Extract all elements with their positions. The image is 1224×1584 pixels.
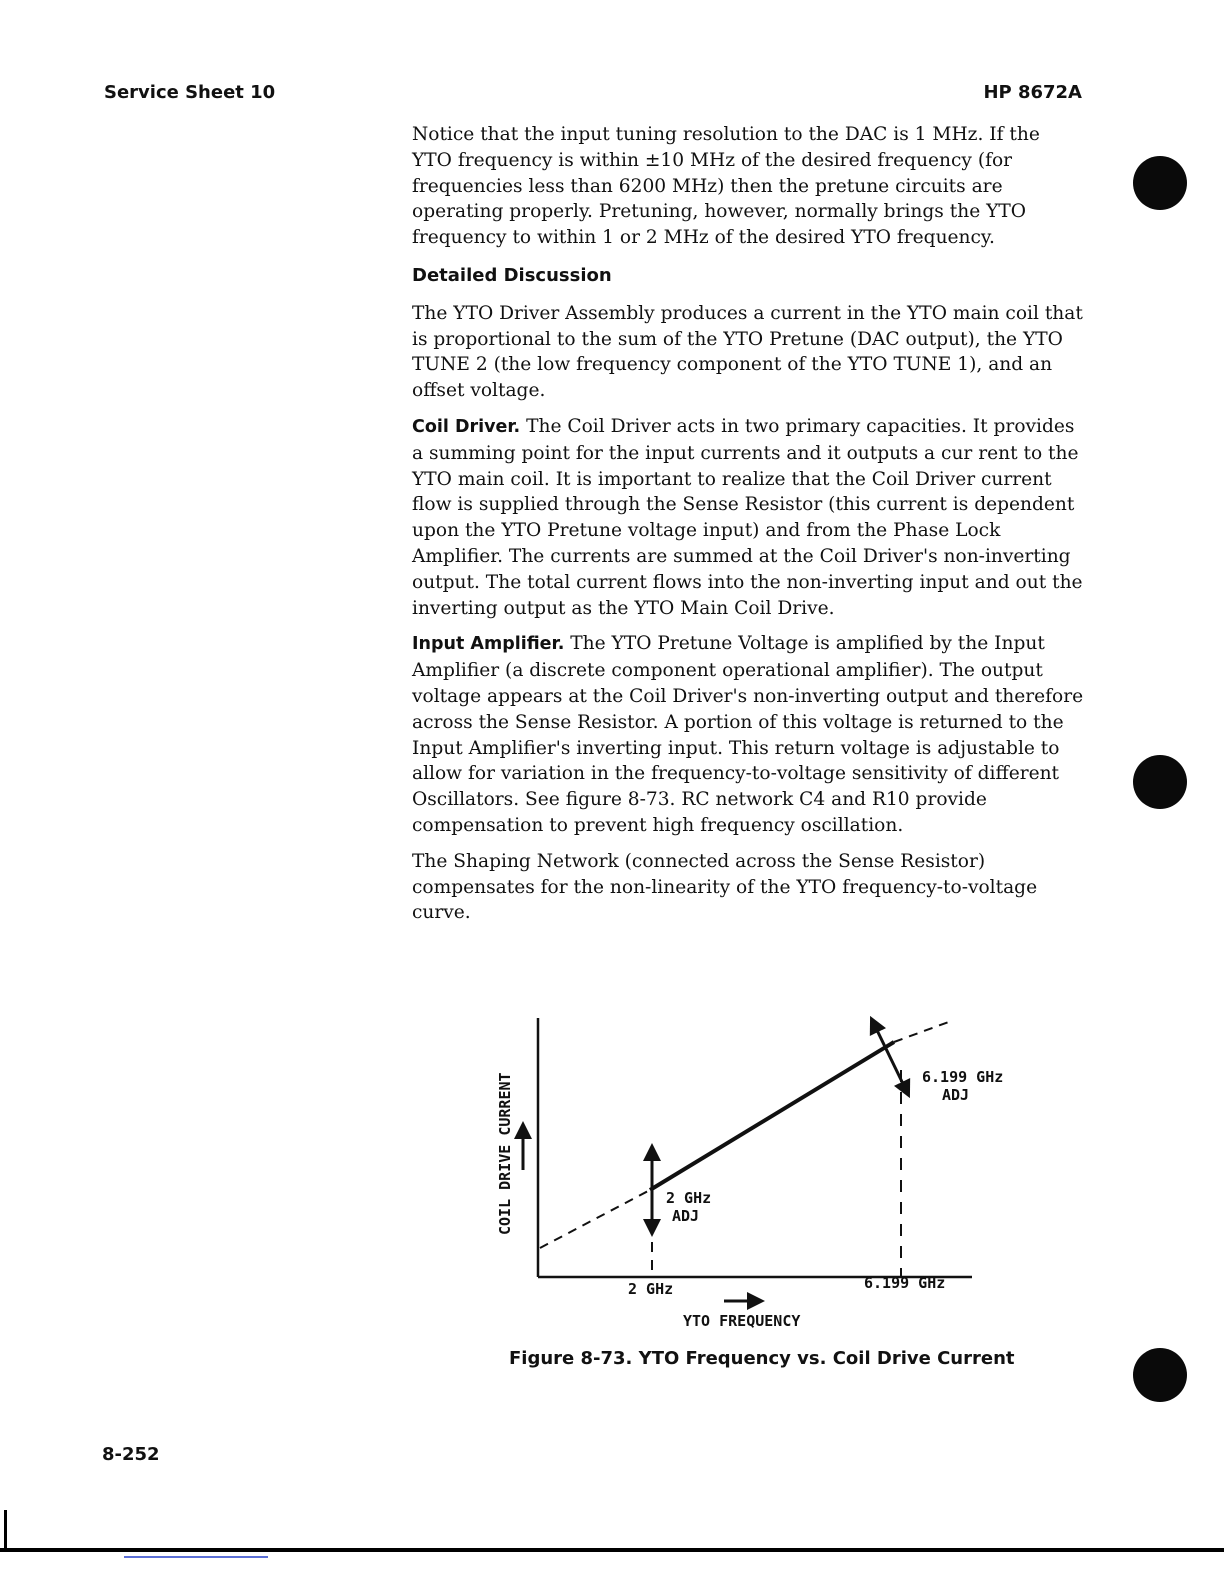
paragraph-shaping-network: The Shaping Network (connected across the Sense Resistor) compensates for the non-linearity of the YTO frequency-to-voltage curve. <box>412 850 1038 924</box>
paragraph-assembly: The YTO Driver Assembly produces a current in the YTO main coil that is proportional to the sum of the YTO Pretune (DAC output), the YTO TUNE 2 (the low frequency component of the YTO TUNE 1), and an offset voltage. <box>412 302 1083 402</box>
input-amplifier-heading: Input Amplifier. <box>412 634 565 655</box>
header-right: HP 8672A <box>983 82 1082 103</box>
header-left: Service Sheet 10 <box>104 82 276 103</box>
punch-hole-bottom <box>1133 1348 1187 1402</box>
yto-frequency-figure <box>480 1010 1040 1340</box>
section-heading: Detailed Discussion <box>412 264 612 286</box>
y-axis-label: COIL DRIVE CURRENT <box>496 1072 514 1235</box>
adj-2ghz-label-line1: 2 GHz <box>666 1189 712 1207</box>
tick-label-6199ghz: 6.199 GHz <box>864 1274 946 1292</box>
adj-6199ghz-label-line2: ADJ <box>942 1086 970 1104</box>
dashed-low-extension <box>540 1190 650 1248</box>
adj-arrow-6199ghz <box>874 1024 906 1090</box>
adj-2ghz-label-line2: ADJ <box>672 1207 700 1225</box>
paragraph-coil-driver <box>412 414 1084 621</box>
coil-driver-text: The Coil Driver acts in two primary capacities. It provides a summing point for the input currents and it outputs a cur rent to the YTO main coil. It is important to realize that the Coil Driver current flow is supplied through the Sense Resistor (this current is dependent upon the YTO Pretune voltage input) and from the Phase Lock Amplifier. The currents are summed at the Coil Driver's non-inverting output. The total current flows into the non-inverting input and out the inverting output as the YTO Main Coil Drive. <box>412 415 1083 619</box>
tick-label-2ghz: 2 GHz <box>628 1280 674 1298</box>
coil-driver-heading: Coil Driver. <box>412 416 521 437</box>
x-axis-label: YTO FREQUENCY <box>683 1312 801 1330</box>
input-amplifier-text: The YTO Pretune Voltage is amplified by the Input Amplifier (a discrete component operational amplifier). The output voltage appears at the Coil Driver's non-inverting output and therefore across the Sense Resistor. A portion of this voltage is returned to the Input Amplifier's inverting input. This return voltage is adjustable to allow for variation in the frequency-to-voltage sensitivity of different Oscillators. See figure 8-73. RC network C4 and R10 provide compensation to prevent high frequency oscillation. <box>412 633 1084 836</box>
scan-bottom-rule <box>0 1548 1224 1552</box>
page-number: 8-252 <box>102 1444 160 1465</box>
body-column <box>412 122 1084 936</box>
punch-hole-top <box>1133 156 1187 210</box>
intro-paragraph: Notice that the input tuning resolution to the DAC is 1 MHz. If the YTO frequency is within ±10 MHz of the desired frequency (for frequencies less than 6200 MHz) then the pretune circuits are operating properly. Pretuning, however, normally brings the YTO frequency to within 1 or 2 MHz of the desired YTO frequency. <box>412 124 1040 249</box>
adj-6199ghz-label-line1: 6.199 GHz <box>922 1068 1004 1086</box>
paragraph-input-amplifier <box>412 631 1084 838</box>
scan-edge-mark <box>4 1510 7 1550</box>
scan-blue-mark <box>124 1556 268 1558</box>
dashed-high-extension <box>894 1020 954 1042</box>
figure-caption: Figure 8-73. YTO Frequency vs. Coil Drive Current <box>509 1348 1015 1369</box>
punch-hole-middle <box>1133 755 1187 809</box>
response-line <box>650 1042 894 1190</box>
